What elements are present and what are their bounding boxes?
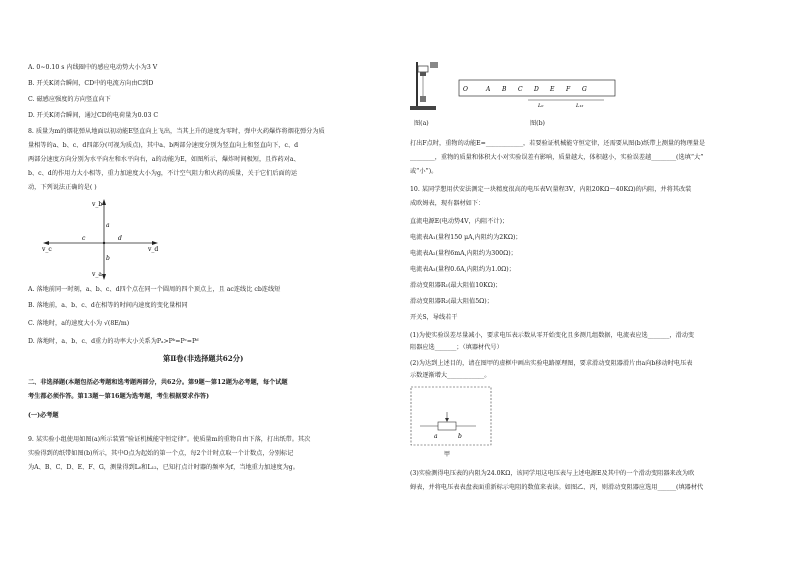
- q10-part3-cont: 姆表，并将电压表表盘表面重新标示电阻的数值来表读。如图乙、丙，则滑动变阻器应选用______(填器材代: [410, 484, 704, 491]
- label-d: d: [118, 235, 122, 242]
- q7-option-c: C. 磁感应强度的方向竖直向下: [28, 96, 111, 103]
- figure-a-caption: 图(a): [414, 120, 429, 127]
- q10-line: 10. 某同学想用伏安法测定一块精度很高的电压表V(量程3V，内阻20KΩ～40KΩ)的内阻，并将其改装: [410, 186, 692, 193]
- rheostat-end-b: b: [458, 433, 462, 440]
- q7-option-d: D. 开关K闭合瞬间，通过CD的电荷量为0.03 C: [28, 112, 159, 119]
- q9-line: 9. 某实验小组使用如图(a)所示装置“验证机械能守恒定律”。使质量m的重物自由下落，打出纸带。其次: [28, 436, 311, 443]
- sqrt-expression: √(8E/m): [103, 320, 130, 327]
- q8-stem-line: b、c、d的作用力大小相等，重力加速度大小为g，不计空气阻力和火药的质量，关于它们后面的运: [28, 170, 298, 177]
- q7-option-b: B. 开关K闭合瞬间，CD中的电流方向由C到D: [28, 80, 154, 87]
- q10-part1-cont: 阻器应选_______；（填器材代号）: [410, 344, 503, 351]
- velocity-diagram: [40, 196, 160, 280]
- q8-stem-line: 动，下列说法正确的是( ): [28, 184, 97, 191]
- q9-line: 实验得到的纸带如图(b)所示，其中O点为起始的第一个点，每2个计时点取一个计数点，分别标记: [28, 450, 294, 457]
- tape-label: L₁₂: [576, 103, 584, 109]
- tape-letter: O: [463, 86, 468, 93]
- equipment-item: 滑动变阻器R₂(最大阻值5Ω)；: [410, 298, 493, 305]
- label-vd: v_d: [148, 246, 159, 253]
- q8-stem-line: 量相等的a、b、c、d四部分(可视为质点)，其中a、b两部分速度分别为竖直向上和竖直向下，c、d: [28, 142, 299, 149]
- q9-cont-line: 或“小”)。: [410, 168, 438, 175]
- label-vc: v_c: [42, 246, 52, 253]
- apparatus-figure: [410, 60, 450, 116]
- q8-stem-line: 8. 质量为m的烟花弹从地面以初动能E竖直向上飞出，当其上升的速度为零时，弹中火药爆炸将烟花弹分为质: [28, 128, 325, 135]
- q10-part2-cont: 示数逐渐增大____________。: [410, 372, 491, 379]
- rheostat-end-a: a: [434, 433, 438, 440]
- equipment-item: 开关S，导线若干: [410, 314, 458, 321]
- label-b: b: [106, 255, 110, 262]
- equipment-item: 电流表A₂(量程6mA,内阻约为300Ω)；: [410, 250, 517, 257]
- q7-option-a: A. 0~0.10 s 内线圈中的感应电动势大小为3 V: [28, 64, 158, 71]
- equipment-item: 直流电源E(电动势4V，内阻不计)；: [410, 218, 509, 225]
- tape-letter: A: [486, 86, 491, 93]
- label-c: c: [82, 235, 86, 242]
- tape-letter: F: [566, 86, 571, 93]
- q8-stem-line: 两部分速度方向分别为水平向左和水平向右，a的动能为E，如图所示，爆炸时间极短，且炸药对a、: [28, 156, 300, 163]
- q10-line: 成欧姆表，现有器材如下：: [410, 200, 485, 207]
- q8-option-b: B. 落地前，a、b、c、d在相等的时间内速度的变化量相同: [28, 302, 188, 309]
- tape-label: L₀: [538, 103, 544, 109]
- label-a: a: [106, 222, 110, 229]
- equipment-item: 电流表A₃(量程0.6A,内阻约为1.0Ω)；: [410, 266, 515, 273]
- tape-letter: C: [518, 86, 523, 93]
- tape-letter: D: [534, 86, 539, 93]
- required-label: (一)必考题: [28, 412, 59, 419]
- equipment-item: 滑动变阻器R₁(最大阻值10KΩ)；: [410, 282, 502, 289]
- q10-part1: (1)为使实验误差尽量减小，要求电压表示数从零开始变化且多测几组数据，电流表应选_______，滑动变: [410, 332, 695, 339]
- tape-letter: G: [582, 86, 587, 93]
- tape-letter: B: [502, 86, 507, 93]
- label-va: v_a: [92, 271, 102, 278]
- paper-tape-figure: [458, 76, 618, 110]
- part2-title: 第Ⅱ卷(非选择题共62分): [163, 354, 244, 363]
- q8-option-c: C. 落地时，a的速度大小为 √(8E/m): [28, 320, 130, 327]
- q9-cont-line: ________，重物的质量和体积大小对实验误差有影响，质量越大，体积越小，实验误差越________(选填“大”: [410, 154, 704, 161]
- section-instruction: 考生都必须作答。第13题～第16题为选考题，考生根据要求作答): [28, 393, 210, 400]
- equipment-item: 电流表A₁(量程150 μA,内阻约为2KΩ)；: [410, 234, 522, 241]
- section-instruction: 二、非选择题(本题包括必考题和选考题两部分，共62分。第9题～第12题为必考题，每个试题: [28, 379, 288, 386]
- q8-option-a: A. 落地前同一时刻，a、b、c、d四个点在同一个圆周的四个顶点上，且 ac连线比 cb连线短: [28, 286, 281, 293]
- figure-b-caption: 图(b): [530, 120, 545, 127]
- circuit-box: [410, 386, 492, 466]
- q10-part2: (2)为达到上述目的，请在图甲的虚框中画出实验电路原理图，要求滑动变阻器滑片由a向b移动时电压表: [410, 360, 693, 367]
- q9-cont-line: 打出F点时，重物的动能E=____________，若要验证机械能守恒定律，还需要从图(b)纸带上测量的物理量是: [410, 140, 706, 147]
- circuit-caption: 甲: [444, 451, 451, 458]
- q8-option-d: D. 落地时，a、b、c、d重力的功率大小关系为Pₐ>Pᵇ=Pᶜ=Pᵈ: [28, 338, 199, 345]
- q10-part3: (3)实验测得电压表的内阻为24.0KΩ，该同学用这电压表与上述电源E及其中的一个滑动变阻器来改为欧: [410, 470, 695, 477]
- label-vb: v_b: [92, 201, 103, 208]
- q9-line: 为A、B、C、D、E、F、G，测量得到L₀和L₁₂，已知打点计时器的频率为f，当地重力加速度为g。: [28, 464, 299, 471]
- tape-letter: E: [550, 86, 555, 93]
